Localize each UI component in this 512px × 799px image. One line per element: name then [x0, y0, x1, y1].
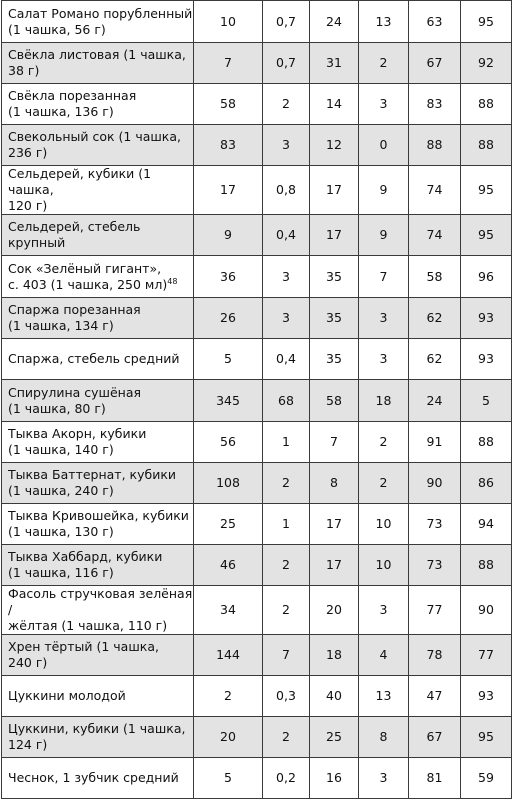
- value-cell: 26: [194, 298, 263, 339]
- value-cell: 9: [359, 166, 409, 215]
- value-cell: 17: [310, 166, 359, 215]
- value-cell: 90: [409, 463, 461, 504]
- value-cell: 13: [359, 676, 409, 717]
- value-cell: 1: [263, 504, 310, 545]
- food-name-line: Салат Романо порубленный: [8, 5, 193, 21]
- value-cell: 2: [359, 463, 409, 504]
- value-cell: 88: [461, 422, 512, 463]
- value-cell: 7: [359, 256, 409, 298]
- value-cell: 36: [194, 256, 263, 298]
- value-cell: 24: [310, 1, 359, 43]
- food-name-line: Чеснок, 1 зубчик средний: [8, 770, 179, 785]
- nutrition-table: [1, 0, 512, 799]
- value-cell: 3: [359, 84, 409, 125]
- value-cell: 59: [461, 758, 512, 799]
- value-cell: 7: [194, 43, 263, 84]
- value-cell: 95: [461, 717, 512, 758]
- food-name-cell: [2, 166, 194, 215]
- value-cell: 35: [310, 298, 359, 339]
- value-cell: 95: [461, 1, 512, 43]
- value-cell: 2: [263, 463, 310, 504]
- food-name-cell: [2, 758, 194, 799]
- food-name-line: (1 чашка, 130 г): [8, 524, 114, 539]
- food-name-line: Свекольный сок (1 чашка,: [8, 129, 181, 144]
- value-cell: 88: [461, 545, 512, 586]
- value-cell: 78: [409, 635, 461, 676]
- value-cell: 88: [461, 84, 512, 125]
- value-cell: 63: [409, 1, 461, 43]
- food-name-line: (1 чашка, 134 г): [8, 318, 114, 333]
- value-cell: 73: [409, 504, 461, 545]
- value-cell: 25: [310, 717, 359, 758]
- food-name-cell: [2, 676, 194, 717]
- value-cell: 93: [461, 339, 512, 380]
- table-row: [2, 422, 512, 463]
- value-cell: 17: [194, 166, 263, 215]
- value-cell: 0,4: [263, 339, 310, 380]
- value-cell: 7: [310, 422, 359, 463]
- value-cell: 0,7: [263, 1, 310, 43]
- value-cell: 2: [263, 717, 310, 758]
- value-cell: 10: [359, 504, 409, 545]
- food-name-line: (1 чашка, 140 г): [8, 442, 114, 457]
- value-cell: 20: [194, 717, 263, 758]
- value-cell: 46: [194, 545, 263, 586]
- value-cell: 8: [359, 717, 409, 758]
- value-cell: 2: [263, 545, 310, 586]
- food-name-line: Цуккини молодой: [8, 688, 126, 703]
- value-cell: 62: [409, 298, 461, 339]
- food-name-line: (1 чашка, 136 г): [8, 104, 114, 119]
- food-name-line: Спаржа порезанная: [8, 302, 141, 317]
- food-name-line: (1 чашка, 56 г): [8, 21, 106, 37]
- value-cell: 0,3: [263, 676, 310, 717]
- table-row: [2, 125, 512, 166]
- table-row: [2, 635, 512, 676]
- value-cell: 18: [359, 380, 409, 422]
- value-cell: 24: [409, 380, 461, 422]
- value-cell: 3: [359, 339, 409, 380]
- table-row: [2, 1, 512, 43]
- value-cell: 40: [310, 676, 359, 717]
- value-cell: 2: [263, 586, 310, 635]
- value-cell: 94: [461, 504, 512, 545]
- value-cell: 88: [461, 125, 512, 166]
- value-cell: 2: [359, 422, 409, 463]
- value-cell: 35: [310, 339, 359, 380]
- food-name-line: 38 г): [8, 63, 40, 78]
- food-name-line: Сельдерей, стебель: [8, 219, 141, 234]
- value-cell: 67: [409, 717, 461, 758]
- value-cell: 92: [461, 43, 512, 84]
- value-cell: 5: [194, 758, 263, 799]
- table-row: [2, 256, 512, 298]
- food-name-line: (1 чашка, 240 г): [8, 483, 114, 498]
- value-cell: 83: [409, 84, 461, 125]
- food-name-line: Тыква Хаббард, кубики: [8, 549, 163, 564]
- food-name-line: Спирулина сушёная: [8, 384, 142, 400]
- food-name-cell: [2, 1, 194, 43]
- value-cell: 345: [194, 380, 263, 422]
- food-name-cell: [2, 256, 194, 298]
- food-name-line: 240 г): [8, 655, 48, 670]
- value-cell: 58: [310, 380, 359, 422]
- table-row: [2, 717, 512, 758]
- value-cell: 74: [409, 215, 461, 256]
- food-name-line: (1 чашка, 80 г): [8, 400, 106, 416]
- value-cell: 3: [359, 298, 409, 339]
- food-name-line: Сельдерей, кубики (1 чашка,: [8, 166, 152, 197]
- value-cell: 13: [359, 1, 409, 43]
- value-cell: 14: [310, 84, 359, 125]
- footnote-ref: 48: [167, 276, 178, 286]
- value-cell: 58: [409, 256, 461, 298]
- food-name-cell: [2, 635, 194, 676]
- value-cell: 77: [461, 635, 512, 676]
- value-cell: 17: [310, 504, 359, 545]
- value-cell: 96: [461, 256, 512, 298]
- value-cell: 73: [409, 545, 461, 586]
- value-cell: 9: [194, 215, 263, 256]
- food-name-line: Сок «Зелёный гигант»,: [8, 260, 162, 276]
- value-cell: 108: [194, 463, 263, 504]
- table-row: [2, 586, 512, 635]
- value-cell: 2: [359, 43, 409, 84]
- table-row: [2, 84, 512, 125]
- food-name-line: 124 г): [8, 737, 48, 752]
- value-cell: 2: [263, 84, 310, 125]
- value-cell: 10: [359, 545, 409, 586]
- food-name-line: Свёкла порезанная: [8, 88, 137, 103]
- food-name-line: Тыква Кривошейка, кубики: [8, 508, 189, 523]
- value-cell: 81: [409, 758, 461, 799]
- value-cell: 86: [461, 463, 512, 504]
- table-row: [2, 380, 512, 422]
- value-cell: 68: [263, 380, 310, 422]
- value-cell: 3: [263, 125, 310, 166]
- value-cell: 88: [409, 125, 461, 166]
- table-row: [2, 166, 512, 215]
- table-row: [2, 504, 512, 545]
- table-row: [2, 43, 512, 84]
- food-name-line: 120 г): [8, 198, 48, 213]
- value-cell: 17: [310, 545, 359, 586]
- value-cell: 95: [461, 166, 512, 215]
- food-name-line: с. 403 (1 чашка, 250 мл): [8, 276, 168, 292]
- value-cell: 62: [409, 339, 461, 380]
- food-name-cell: [2, 84, 194, 125]
- value-cell: 0,8: [263, 166, 310, 215]
- value-cell: 3: [359, 758, 409, 799]
- value-cell: 5: [194, 339, 263, 380]
- food-name-cell: [2, 504, 194, 545]
- table-row: [2, 339, 512, 380]
- table-row: [2, 545, 512, 586]
- value-cell: 93: [461, 676, 512, 717]
- food-name-line: 236 г): [8, 145, 48, 160]
- value-cell: 10: [194, 1, 263, 43]
- value-cell: 1: [263, 422, 310, 463]
- food-name-line: Тыква Акорн, кубики: [8, 426, 147, 441]
- value-cell: 58: [194, 84, 263, 125]
- value-cell: 74: [409, 166, 461, 215]
- value-cell: 0,2: [263, 758, 310, 799]
- value-cell: 8: [310, 463, 359, 504]
- value-cell: 9: [359, 215, 409, 256]
- food-name-line: крупный: [8, 235, 66, 250]
- table-row: [2, 676, 512, 717]
- value-cell: 77: [409, 586, 461, 635]
- table-row: [2, 215, 512, 256]
- value-cell: 0: [359, 125, 409, 166]
- value-cell: 3: [263, 256, 310, 298]
- value-cell: 90: [461, 586, 512, 635]
- value-cell: 83: [194, 125, 263, 166]
- value-cell: 4: [359, 635, 409, 676]
- value-cell: 0,7: [263, 43, 310, 84]
- food-name-line: Спаржа, стебель средний: [8, 351, 180, 366]
- value-cell: 16: [310, 758, 359, 799]
- value-cell: 2: [194, 676, 263, 717]
- food-name-cell: [2, 298, 194, 339]
- food-name-cell: [2, 545, 194, 586]
- value-cell: 56: [194, 422, 263, 463]
- value-cell: 17: [310, 215, 359, 256]
- food-name-line: Цуккини, кубики (1 чашка,: [8, 721, 186, 736]
- value-cell: 47: [409, 676, 461, 717]
- value-cell: 12: [310, 125, 359, 166]
- food-name-cell: [2, 339, 194, 380]
- table-row: [2, 298, 512, 339]
- food-name-line: жёлтая (1 чашка, 110 г): [8, 618, 168, 633]
- food-name-line: Фасоль стручковая зелёная /: [8, 586, 193, 617]
- value-cell: 0,4: [263, 215, 310, 256]
- food-name-cell: [2, 717, 194, 758]
- food-name-line: Свёкла листовая (1 чашка,: [8, 47, 186, 62]
- value-cell: 34: [194, 586, 263, 635]
- food-name-line: (1 чашка, 116 г): [8, 565, 114, 580]
- food-name-cell: [2, 380, 194, 422]
- food-name-cell: [2, 43, 194, 84]
- value-cell: 35: [310, 256, 359, 298]
- value-cell: 95: [461, 215, 512, 256]
- table-row: [2, 758, 512, 799]
- value-cell: 7: [263, 635, 310, 676]
- value-cell: 5: [461, 380, 512, 422]
- value-cell: 91: [409, 422, 461, 463]
- value-cell: 144: [194, 635, 263, 676]
- value-cell: 3: [359, 586, 409, 635]
- value-cell: 18: [310, 635, 359, 676]
- table-row: [2, 463, 512, 504]
- food-name-line: Тыква Баттернат, кубики: [8, 467, 176, 482]
- value-cell: 25: [194, 504, 263, 545]
- value-cell: 93: [461, 298, 512, 339]
- food-name-cell: [2, 463, 194, 504]
- food-name-cell: [2, 215, 194, 256]
- value-cell: 3: [263, 298, 310, 339]
- value-cell: 31: [310, 43, 359, 84]
- value-cell: 20: [310, 586, 359, 635]
- table-body: [2, 1, 512, 799]
- value-cell: 67: [409, 43, 461, 84]
- food-name-cell: [2, 586, 194, 635]
- food-name-cell: [2, 125, 194, 166]
- food-name-line: Хрен тёртый (1 чашка,: [8, 639, 159, 654]
- food-name-cell: [2, 422, 194, 463]
